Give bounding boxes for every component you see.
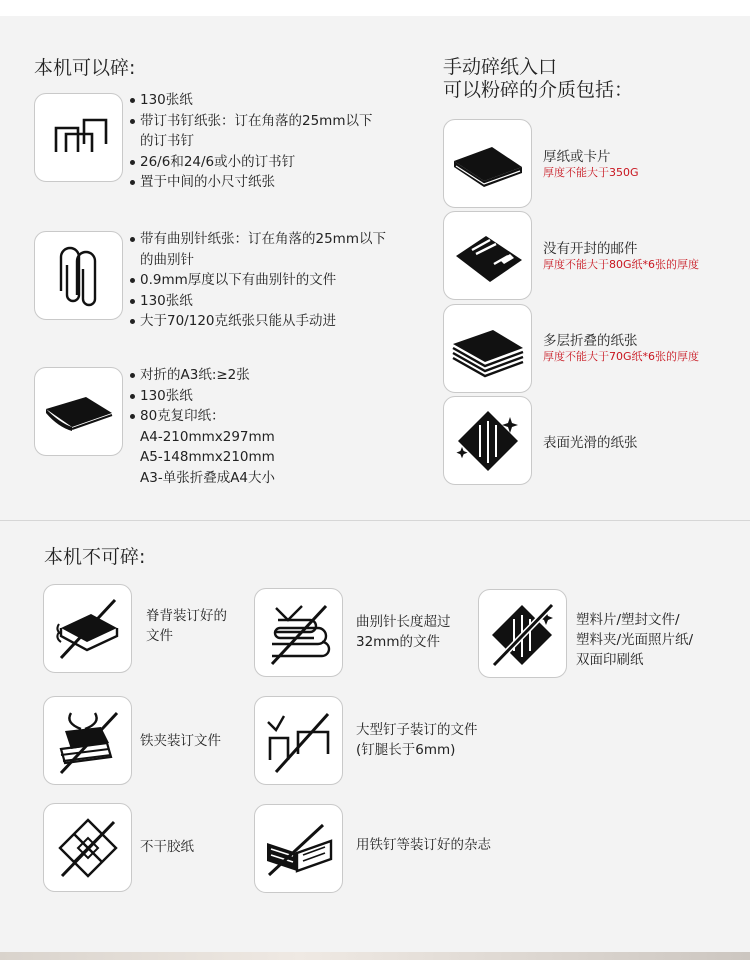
spine-bound-icon — [51, 594, 125, 664]
binder-clip-label: 铁夹装订文件 — [140, 733, 221, 749]
list-item: 26/6和24/6或小的订书钉 — [129, 152, 372, 173]
sticker-icon-box — [43, 803, 132, 892]
list-item: A3-单张折叠成A4大小 — [140, 469, 276, 486]
glossy-paper-name: 表面光滑的纸张 — [543, 435, 638, 451]
can-shred-title: 本机可以碎: — [34, 57, 136, 79]
envelope-icon — [450, 226, 526, 286]
binder-clip-icon — [51, 705, 125, 777]
long-clip-icon — [262, 598, 336, 668]
staple-icon — [44, 108, 114, 168]
section-divider — [0, 520, 750, 521]
list-item: 0.9mm厚度以下有曲别针的文件 — [129, 270, 386, 291]
list-item: 的曲别针 — [140, 251, 194, 268]
staple-icon-box — [34, 93, 123, 182]
magazine-label: 用铁钉等装订好的杂志 — [356, 837, 491, 853]
list-item: 带有曲别针纸张：订在角落的25mm以下 — [129, 229, 386, 250]
cardstock-icon-box — [443, 119, 532, 208]
magazine-icon — [261, 819, 337, 879]
glossy-paper-icon-box — [443, 396, 532, 485]
magazine-icon-box — [254, 804, 343, 893]
list-item: A5-148mmx210mm — [140, 449, 275, 465]
list-item: 130张纸 — [129, 291, 386, 312]
large-staple-label: 大型钉子装订的文件 (钉腿长于6mm) — [356, 722, 478, 758]
long-clip-label: 曲别针长度超过 32mm的文件 — [356, 614, 451, 650]
paper-clip-spec-list — [129, 229, 386, 332]
folded-stack-note: 厚度不能大于70G纸*6张的厚度 — [543, 350, 700, 363]
cardstock-note: 厚度不能大于350G — [543, 166, 639, 179]
plastic-film-label: 塑料片/塑封文件/ 塑料夹/光面照片纸/ 双面印刷纸 — [576, 612, 694, 668]
glossy-paper-icon — [452, 407, 524, 475]
envelope-icon-box — [443, 211, 532, 300]
list-item: 130张纸 — [129, 90, 372, 111]
cannot-shred-title: 本机不可碎: — [44, 546, 146, 568]
manual-entry-title: 手动碎纸入口 可以粉碎的介质包括： — [443, 56, 634, 101]
binder-clip-icon-box — [43, 696, 132, 785]
list-item: A4-210mmx297mm — [140, 428, 275, 445]
list-item: 对折的A3纸:≥2张 — [129, 365, 275, 386]
spine-bound-icon-box — [43, 584, 132, 673]
paper-clip-icon-box — [34, 231, 123, 320]
list-item: 80克复印纸： — [129, 406, 275, 427]
sticker-label: 不干胶纸 — [140, 839, 194, 855]
spine-bound-label: 脊背装订好的 文件 — [146, 608, 227, 644]
sticker-icon — [52, 812, 124, 884]
folded-paper-icon — [42, 387, 116, 437]
large-staple-icon — [262, 706, 336, 776]
list-item: 带订书钉纸张：订在角落的25mm以下 — [129, 111, 372, 132]
long-clip-icon-box — [254, 588, 343, 677]
staple-spec-list — [129, 90, 372, 193]
cardstock-icon — [450, 139, 526, 189]
list-item: 置于中间的小尺寸纸张 — [129, 172, 372, 193]
folded-paper-spec-list — [129, 365, 275, 488]
large-staple-icon-box — [254, 696, 343, 785]
envelope-name: 没有开封的邮件 — [543, 241, 638, 257]
cardstock-name: 厚纸或卡片 — [543, 149, 611, 165]
envelope-note: 厚度不能大于80G纸*6张的厚度 — [543, 258, 700, 271]
paper-clip-icon — [49, 241, 109, 311]
folded-paper-icon-box — [34, 367, 123, 456]
folded-stack-icon-box — [443, 304, 532, 393]
plastic-film-icon — [486, 599, 560, 669]
folded-stack-name: 多层折叠的纸张 — [543, 333, 638, 349]
list-item: 130张纸 — [129, 386, 275, 407]
plastic-film-icon-box — [478, 589, 567, 678]
list-item: 的订书钉 — [140, 133, 194, 149]
bottom-strip — [0, 952, 750, 960]
folded-stack-icon — [449, 320, 527, 378]
list-item: 大于70/120克纸张只能从手动进 — [129, 311, 386, 332]
